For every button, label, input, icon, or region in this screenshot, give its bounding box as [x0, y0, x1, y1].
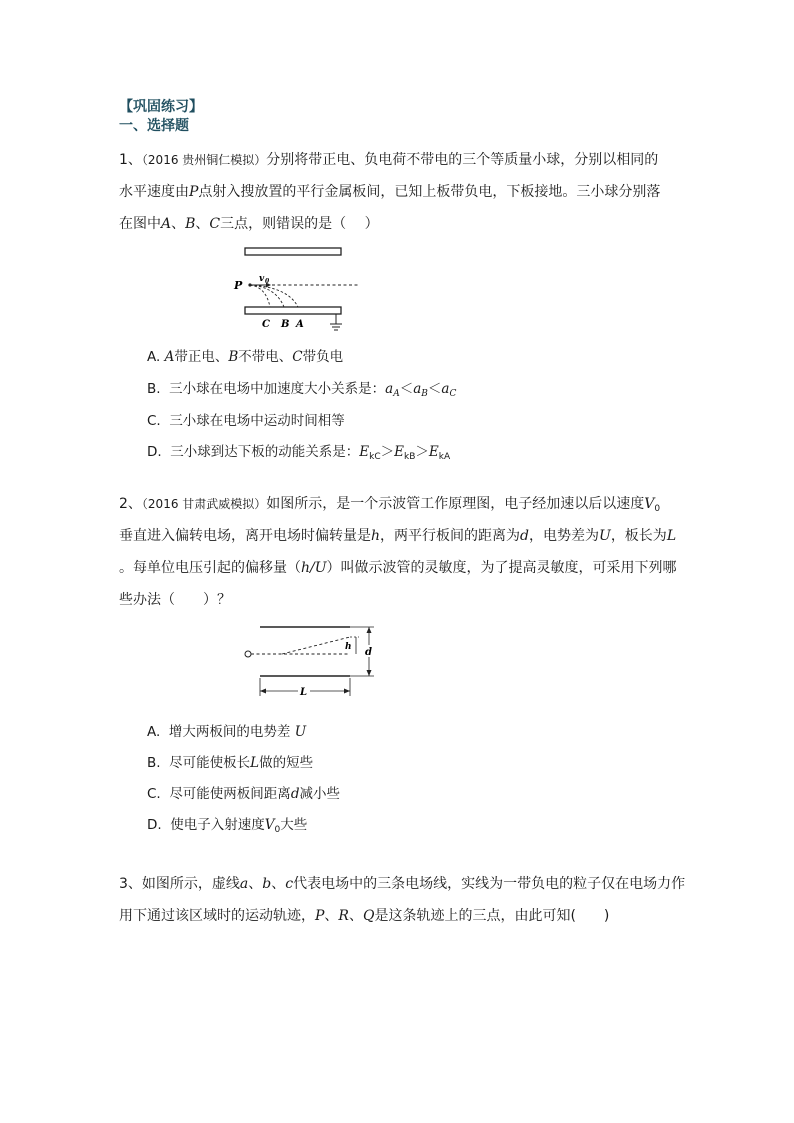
question-2-line-1: 2、（2016 甘肃武威模拟）如图所示，是一个示波管工作原理图，电子经加速以后以速度$V_0$ — [119, 496, 661, 514]
question-2-option-d[interactable]: D. 使电子入射速度$V_0$大些 — [147, 817, 308, 835]
label-L: L — [300, 687, 308, 698]
electron-source — [245, 651, 251, 657]
question-1-stem — [119, 144, 679, 240]
question-2-stem — [119, 488, 679, 616]
question-1-line-2: 水平速度由P点射入搜放置的平行金属板间，已知上板带负电，下板接地。三小球分别落 — [119, 184, 661, 200]
energy-symbol-a: E — [428, 444, 439, 460]
d-arrow-top — [367, 627, 372, 633]
question-1-figure — [230, 244, 360, 334]
energy-symbol-b: E — [394, 444, 404, 460]
question-3-line-2: 用下通过该区域时的运动轨迹，P、R、Q是这条轨迹上的三点，由此可知( ) — [119, 908, 610, 924]
label-A: A — [296, 319, 304, 330]
L-arrow-left — [260, 689, 266, 694]
accel-symbol-c: a — [441, 381, 450, 397]
label-v0-sub: 0 — [265, 278, 270, 285]
trajectory-A — [250, 285, 298, 307]
question-1-source: （2016 贵州铜仁模拟） — [141, 153, 267, 167]
question-2-line-3: 。每单位电压引起的偏移量（h/U）叫做示波管的灵敏度，为了提高灵敏度，可采用下列哪 — [119, 560, 677, 576]
question-1-option-a[interactable]: A. A带正电、B不带电、C带负电 — [147, 349, 344, 365]
section-subheading: 一、选择题 — [119, 118, 189, 134]
question-2-line-4: 些办法（ ）？ — [119, 592, 231, 608]
d-arrow-bottom — [367, 670, 372, 676]
question-3-line-1: 3、如图所示，虚线a、b、c代表电场中的三条电场线，实线为一带负电的粒子仅在电场力作 — [119, 876, 686, 892]
question-2-source: （2016 甘肃武威模拟） — [141, 497, 267, 511]
question-1-line-3: 在图中A、B、C三点，则错误的是（ ） — [119, 216, 379, 232]
question-1-option-d[interactable]: D. 三小球到达下板的动能关系是：$E_{kC}>E_{kB}>E_{kA}$ — [147, 444, 451, 462]
label-v0: v — [259, 274, 265, 284]
label-d: d — [365, 647, 372, 658]
question-2-figure — [238, 620, 378, 702]
lower-plate — [245, 307, 341, 314]
question-2-option-b[interactable]: B. 尽可能使板长L做的短些 — [147, 755, 314, 771]
upper-plate — [245, 248, 341, 255]
question-3-stem — [119, 868, 686, 932]
label-P: P — [234, 279, 243, 292]
question-2-line-2: 垂直进入偏转电场，离开电场时偏转量是h，两平行板间的距离为d，电势差为U，板长为L — [119, 528, 677, 544]
trajectory-C — [250, 285, 270, 307]
label-B: B — [281, 319, 290, 330]
trajectory-B — [250, 285, 284, 307]
L-arrow-right — [344, 689, 350, 694]
label-h: h — [345, 642, 352, 652]
question-2-option-a[interactable]: A. 增大两板间的电势差 U — [147, 724, 307, 740]
accel-symbol-b: a — [413, 381, 422, 397]
practice-heading: 【巩固练习】 — [119, 99, 203, 115]
deflected-path — [282, 637, 350, 654]
label-C: C — [262, 319, 270, 330]
question-1-option-b[interactable]: B. 三小球在电场中加速度大小关系是：$a_A<a_B<a_C$ — [147, 381, 457, 399]
question-1-option-c[interactable]: C. 三小球在电场中运动时间相等 — [147, 413, 345, 429]
question-2-option-c[interactable]: C. 尽可能使两板间距离d减小些 — [147, 786, 340, 802]
question-1-line-1: 1、（2016 贵州铜仁模拟）分别将带正电、负电荷不带电的三个等质量小球，分别以相同的 — [119, 152, 659, 168]
